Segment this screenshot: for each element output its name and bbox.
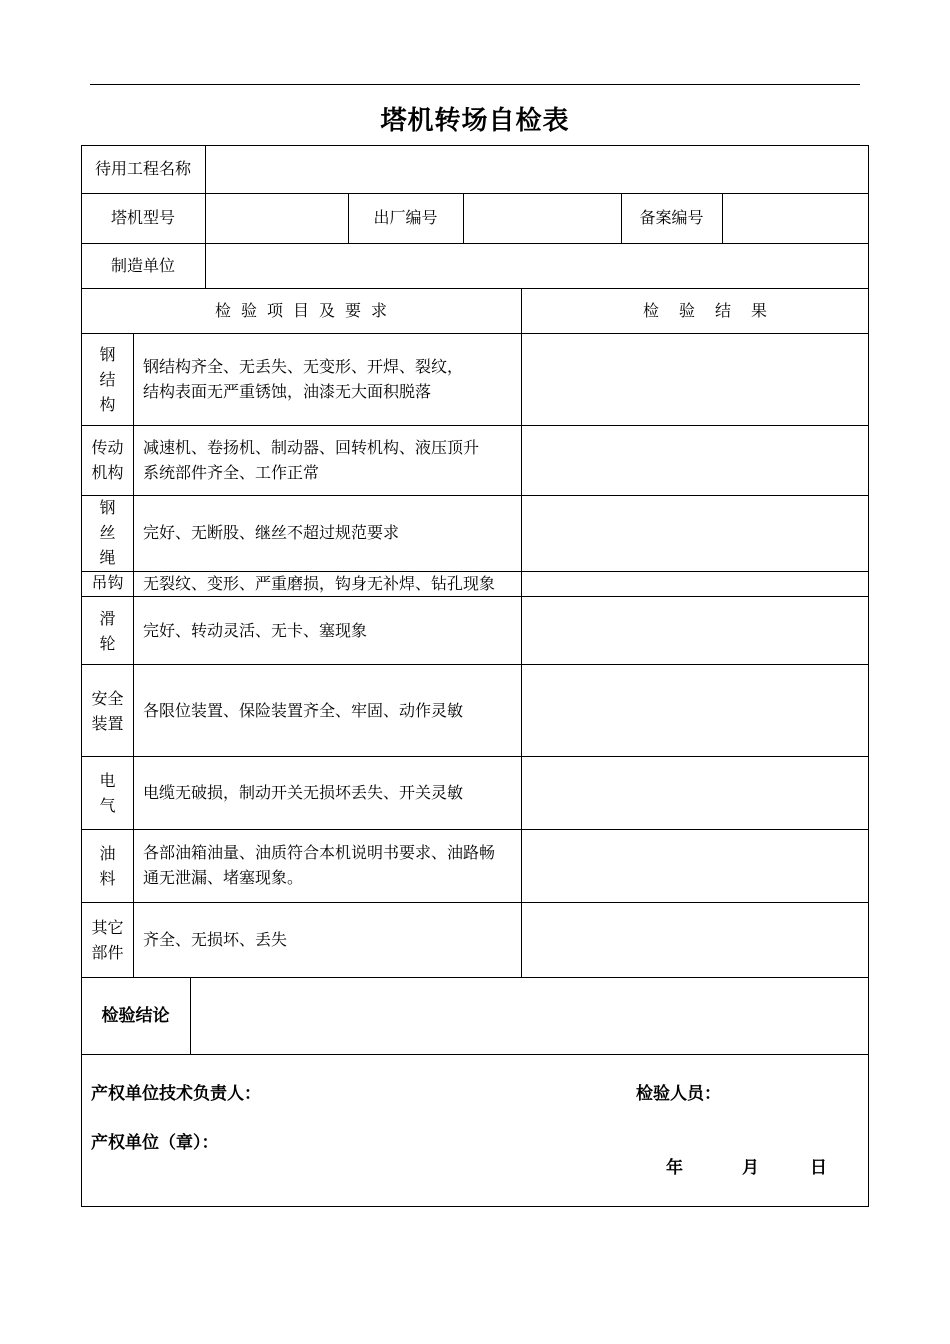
item-category: 传动 机构: [91, 438, 124, 482]
owner-seal-label: 产权单位（章）：: [91, 1133, 219, 1153]
item-category: 吊钩: [91, 573, 124, 592]
tech-lead-signature-label: 产权单位技术负责人：: [91, 1084, 261, 1104]
item-requirement: 通无泄漏、堵塞现象。: [143, 868, 304, 887]
factory-number-field[interactable]: [464, 194, 621, 243]
item-category: 钢 结 构: [99, 345, 116, 414]
manufacturer-field[interactable]: [206, 244, 868, 288]
project-name-field[interactable]: [206, 146, 868, 193]
factory-number-label: 出厂编号: [373, 208, 438, 227]
item-result-field[interactable]: [522, 426, 868, 495]
item-requirement: 齐全、无损坏、丢失: [143, 930, 288, 949]
item-category: 钢 丝 绳: [99, 498, 116, 567]
tower-crane-model-field[interactable]: [206, 194, 348, 243]
inspector-signature-label: 检验人员：: [636, 1084, 721, 1104]
item-category: 滑 轮: [99, 609, 116, 653]
item-result-field[interactable]: [522, 597, 868, 664]
item-requirement: 系统部件齐全、工作正常: [143, 463, 320, 482]
items-column-header: 检验项目及要求: [214, 301, 397, 320]
item-requirement: 钢结构齐全、无丢失、无变形、开焊、裂纹，: [143, 357, 464, 376]
item-category: 电 气: [99, 771, 116, 815]
tower-crane-model-label: 塔机型号: [110, 208, 175, 227]
item-result-field[interactable]: [522, 334, 868, 425]
item-result-field[interactable]: [522, 572, 868, 596]
page-title: 塔机转场自检表: [380, 106, 570, 136]
item-result-field[interactable]: [522, 496, 868, 571]
item-result-field[interactable]: [522, 830, 868, 902]
item-result-field[interactable]: [522, 757, 868, 829]
item-requirement: 完好、无断股、继丝不超过规范要求: [143, 523, 400, 542]
conclusion-label: 检验结论: [101, 1006, 170, 1026]
item-category: 安全 装置: [91, 689, 124, 733]
item-category: 油 料: [99, 844, 116, 888]
project-name-label: 待用工程名称: [94, 159, 191, 178]
date-month-label: 月: [742, 1158, 759, 1178]
record-number-label: 备案编号: [639, 208, 704, 227]
item-requirement: 完好、转动灵活、无卡、塞现象: [143, 621, 368, 640]
date-day-label: 日: [810, 1158, 827, 1178]
item-requirement: 无裂纹、变形、严重磨损，钩身无补焊、钻孔现象: [143, 574, 496, 593]
header-rule: [90, 84, 860, 85]
date-year-label: 年: [666, 1158, 683, 1178]
conclusion-field[interactable]: [191, 978, 868, 1054]
record-number-field[interactable]: [723, 194, 868, 243]
item-category: 其它 部件: [91, 918, 124, 962]
manufacturer-label: 制造单位: [110, 256, 175, 275]
item-result-field[interactable]: [522, 665, 868, 756]
item-requirement: 电缆无破损，制动开关无损坏丢失、开关灵敏: [143, 783, 464, 802]
item-requirement: 各部油箱油量、油质符合本机说明书要求、油路畅: [143, 843, 496, 862]
item-requirement: 结构表面无严重锈蚀，油漆无大面积脱落: [143, 382, 432, 401]
item-result-field[interactable]: [522, 903, 868, 977]
item-requirement: 各限位装置、保险装置齐全、牢固、动作灵敏: [143, 701, 464, 720]
item-requirement: 减速机、卷扬机、制动器、回转机构、液压顶升: [143, 438, 480, 457]
result-column-header: 检验结果: [642, 301, 787, 320]
